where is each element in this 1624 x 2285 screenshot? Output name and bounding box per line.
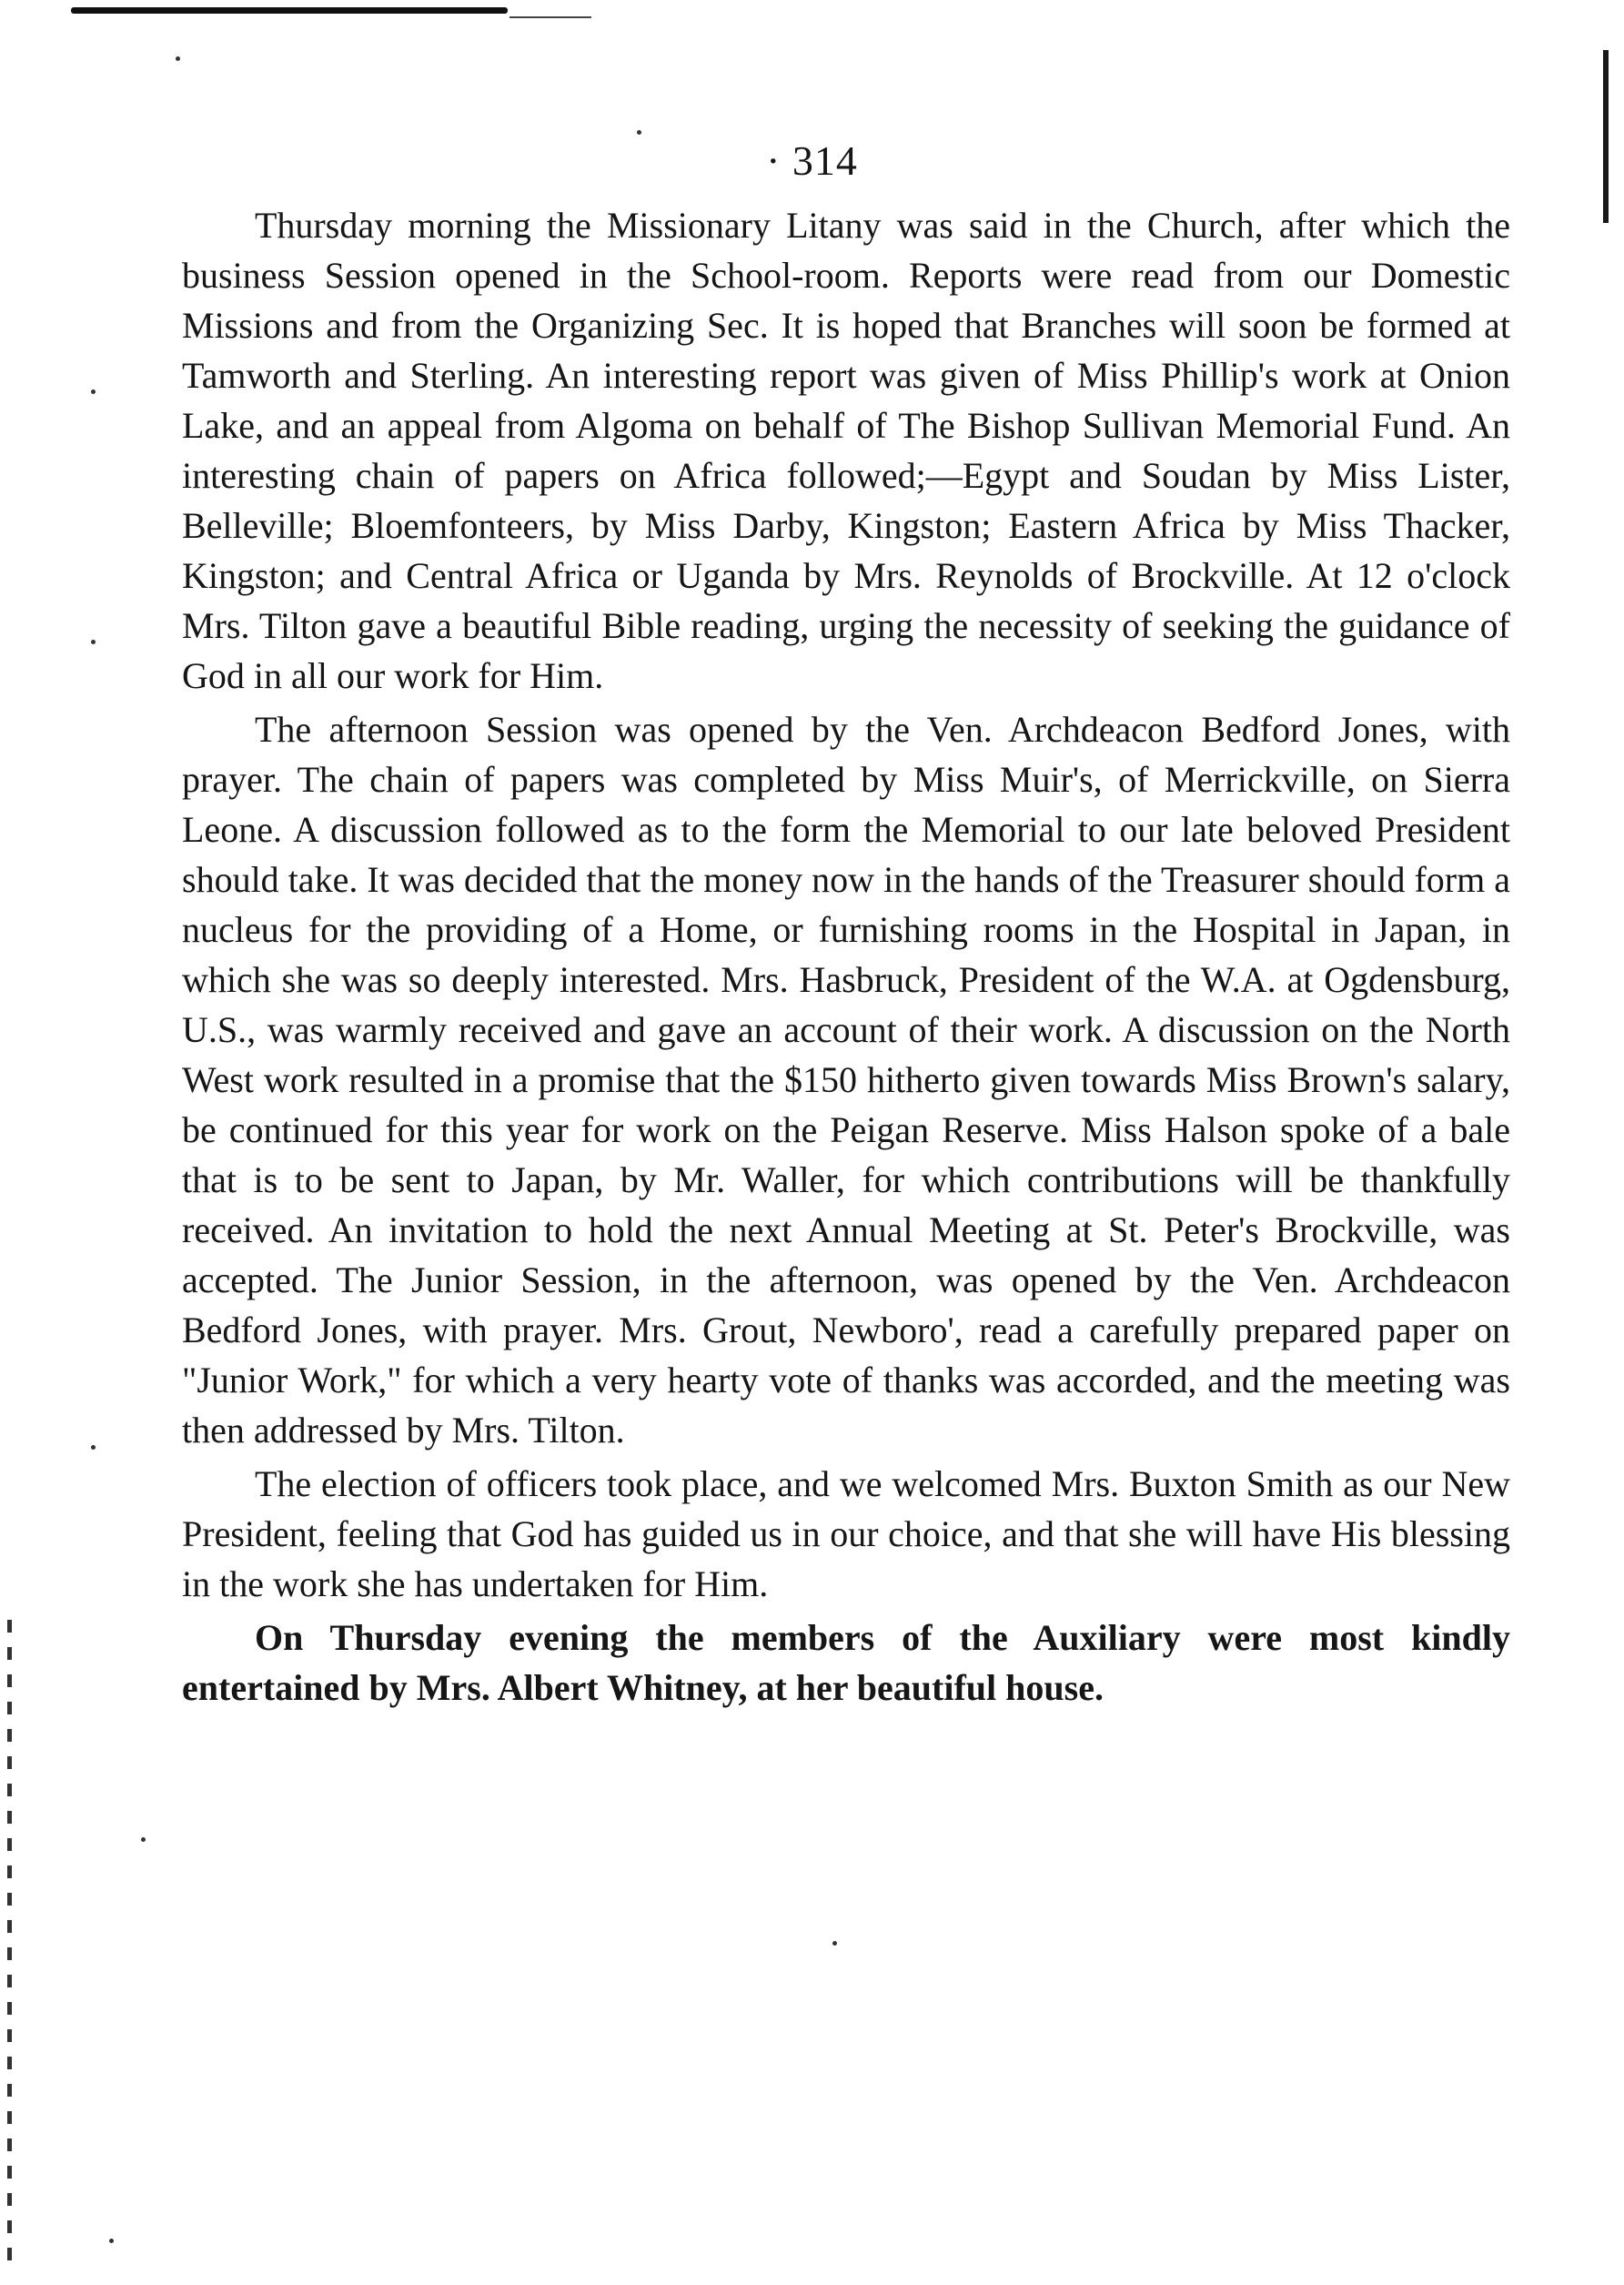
scan-speck bbox=[176, 56, 180, 61]
article-body bbox=[182, 200, 1510, 1713]
page-number: · 314 bbox=[766, 137, 858, 184]
scan-speck bbox=[637, 130, 641, 135]
scan-speck bbox=[91, 389, 96, 394]
paragraph-morning-session: Thursday morning the Missionary Litany was said in the Church, after which the business Session opened in the School-room. Reports were read from our Domestic Missions and from the Organizing Sec. It is hoped that Branches will soon be formed at Tamworth and Sterling. An interesting report was given of Miss Phillip's work at Onion Lake, and an appeal from Algoma on behalf of The Bishop Sullivan Memorial Fund. An interesting chain of papers on Africa followed;—Egypt and Soudan by Miss Lister, Belleville; Bloemfonteers, by Miss Darby, Kingston; Eastern Africa by Miss Thacker, Kingston; and Central Africa or Uganda by Mrs. Reynolds of Brockville. At 12 o'clock Mrs. Tilton gave a beautiful Bible reading, urging the necessity of seeking the guidance of God in all our work for Him. bbox=[182, 205, 1510, 696]
scan-speck bbox=[832, 1941, 837, 1946]
paragraph-afternoon-session: The afternoon Session was opened by the Ven. Archdeacon Bedford Jones, with prayer. The chain of papers was completed by Miss Muir's, of Merrickville, on Sierra Leone. A discussion followed as to the form the Memorial to our late beloved President should take. It was decided that the money now in the hands of the Treasurer should form a nucleus for the providing of a Home, or furnishing rooms in the Hospital in Japan, in which she was so deeply interested. Mrs. Hasbruck, President of the W.A. at Ogdensburg, U.S., was warmly received and gave an account of their work. A discussion on the North West work resulted in a promise that the $150 hitherto given towards Miss Brown's salary, be continued for this year for work on the Peigan Reserve. Miss Halson spoke of a bale that is to be sent to Japan, by Mr. Waller, for which contributions will be thankfully received. An invitation to hold the next Annual Meeting at St. Peter's Brockville, was accepted. The Junior Session, in the afternoon, was opened by the Ven. Archdeacon Bedford Jones, with prayer. Mrs. Grout, Newboro', read a carefully prepared paper on "Junior Work," for which a very hearty vote of thanks was accorded, and the meeting was then addressed by Mrs. Tilton. bbox=[182, 709, 1510, 1451]
scan-speck bbox=[109, 2239, 114, 2243]
paragraph-election: The election of officers took place, and we welcomed Mrs. Buxton Smith as our New President, feeling that God has guided us in our choice, and that she will have His blessing in the work she has undertaken for Him. bbox=[182, 1463, 1510, 1604]
scan-speck bbox=[141, 1837, 146, 1842]
top-border-rule-tail bbox=[509, 16, 591, 18]
paragraph-evening: On Thursday evening the members of the Auxiliary were most kindly entertained by Mrs. Albert Whitney, at her beautiful house. bbox=[182, 1617, 1510, 1708]
scan-speck bbox=[91, 1445, 96, 1450]
top-border-rule bbox=[71, 7, 508, 14]
left-page-edge-mark bbox=[7, 1620, 12, 2275]
scan-speck bbox=[91, 640, 96, 644]
